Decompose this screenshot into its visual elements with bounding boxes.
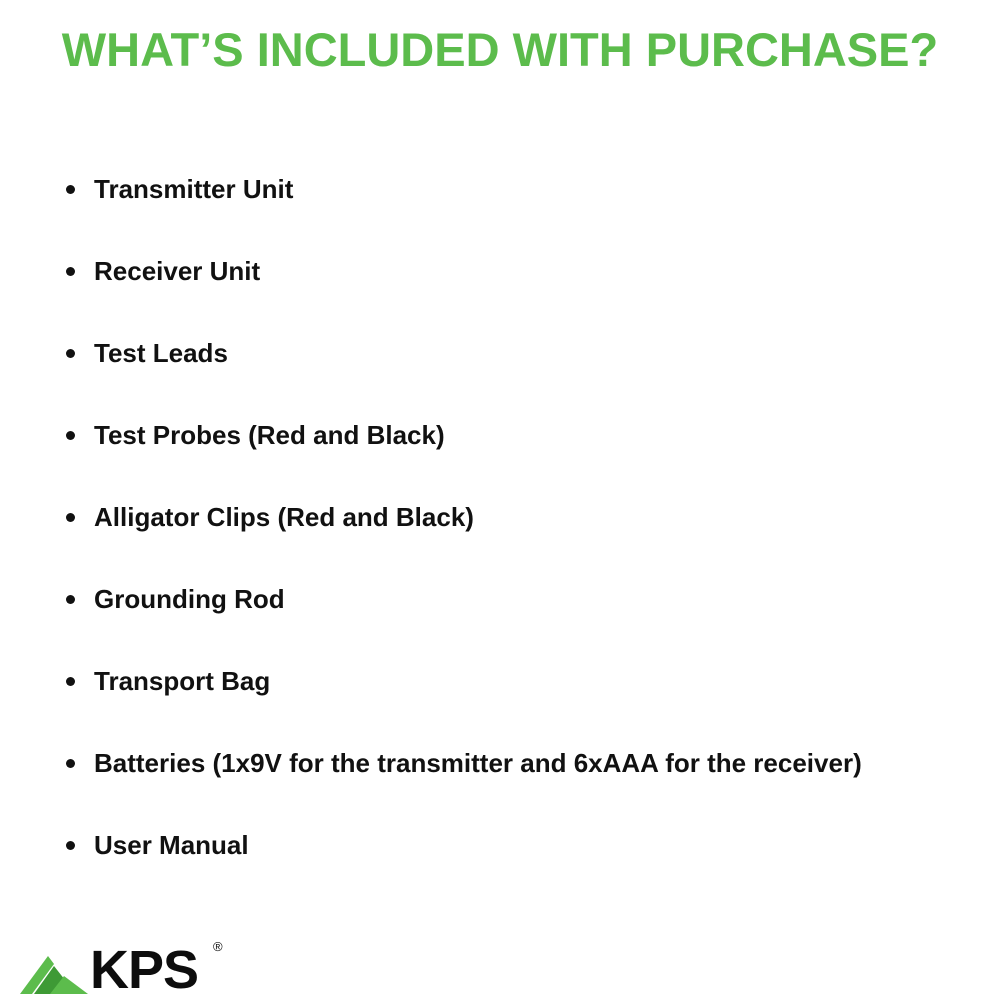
- bullet-icon: [66, 513, 75, 522]
- list-item: [66, 394, 862, 476]
- list-item-text: Batteries (1x9V for the transmitter and 6xAAA for the receiver): [94, 747, 862, 778]
- list-item-text: Receiver Unit: [94, 255, 261, 286]
- kps-triangle-logo-icon: [20, 954, 88, 994]
- bullet-icon: [66, 759, 75, 768]
- list-item: [66, 558, 862, 640]
- bullet-icon: [66, 677, 75, 686]
- kps-logo: [20, 938, 240, 998]
- list-item-text: Alligator Clips (Red and Black): [94, 501, 474, 532]
- list-item-text: Test Leads: [94, 337, 228, 368]
- list-item: [66, 230, 862, 312]
- list-item-text: Transport Bag: [94, 665, 271, 696]
- bullet-icon: [66, 431, 75, 440]
- bullet-icon: [66, 349, 75, 358]
- list-item: [66, 312, 862, 394]
- list-item: [66, 640, 862, 722]
- page-title: WHAT’S INCLUDED WITH PURCHASE?: [61, 23, 939, 76]
- included-items-list: [66, 148, 862, 886]
- logo-text: KPS: [90, 940, 199, 1000]
- list-item-text: Transmitter Unit: [94, 173, 294, 204]
- registered-mark: ®: [213, 939, 223, 954]
- list-item-text: Grounding Rod: [94, 583, 285, 614]
- list-item: [66, 148, 862, 230]
- bullet-icon: [66, 185, 75, 194]
- list-item-text: Test Probes (Red and Black): [94, 419, 445, 450]
- list-item: [66, 804, 862, 886]
- bullet-icon: [66, 841, 75, 850]
- list-item-text: User Manual: [94, 829, 249, 860]
- list-item: [66, 476, 862, 558]
- list-item: [66, 722, 862, 804]
- bullet-icon: [66, 267, 75, 276]
- bullet-icon: [66, 595, 75, 604]
